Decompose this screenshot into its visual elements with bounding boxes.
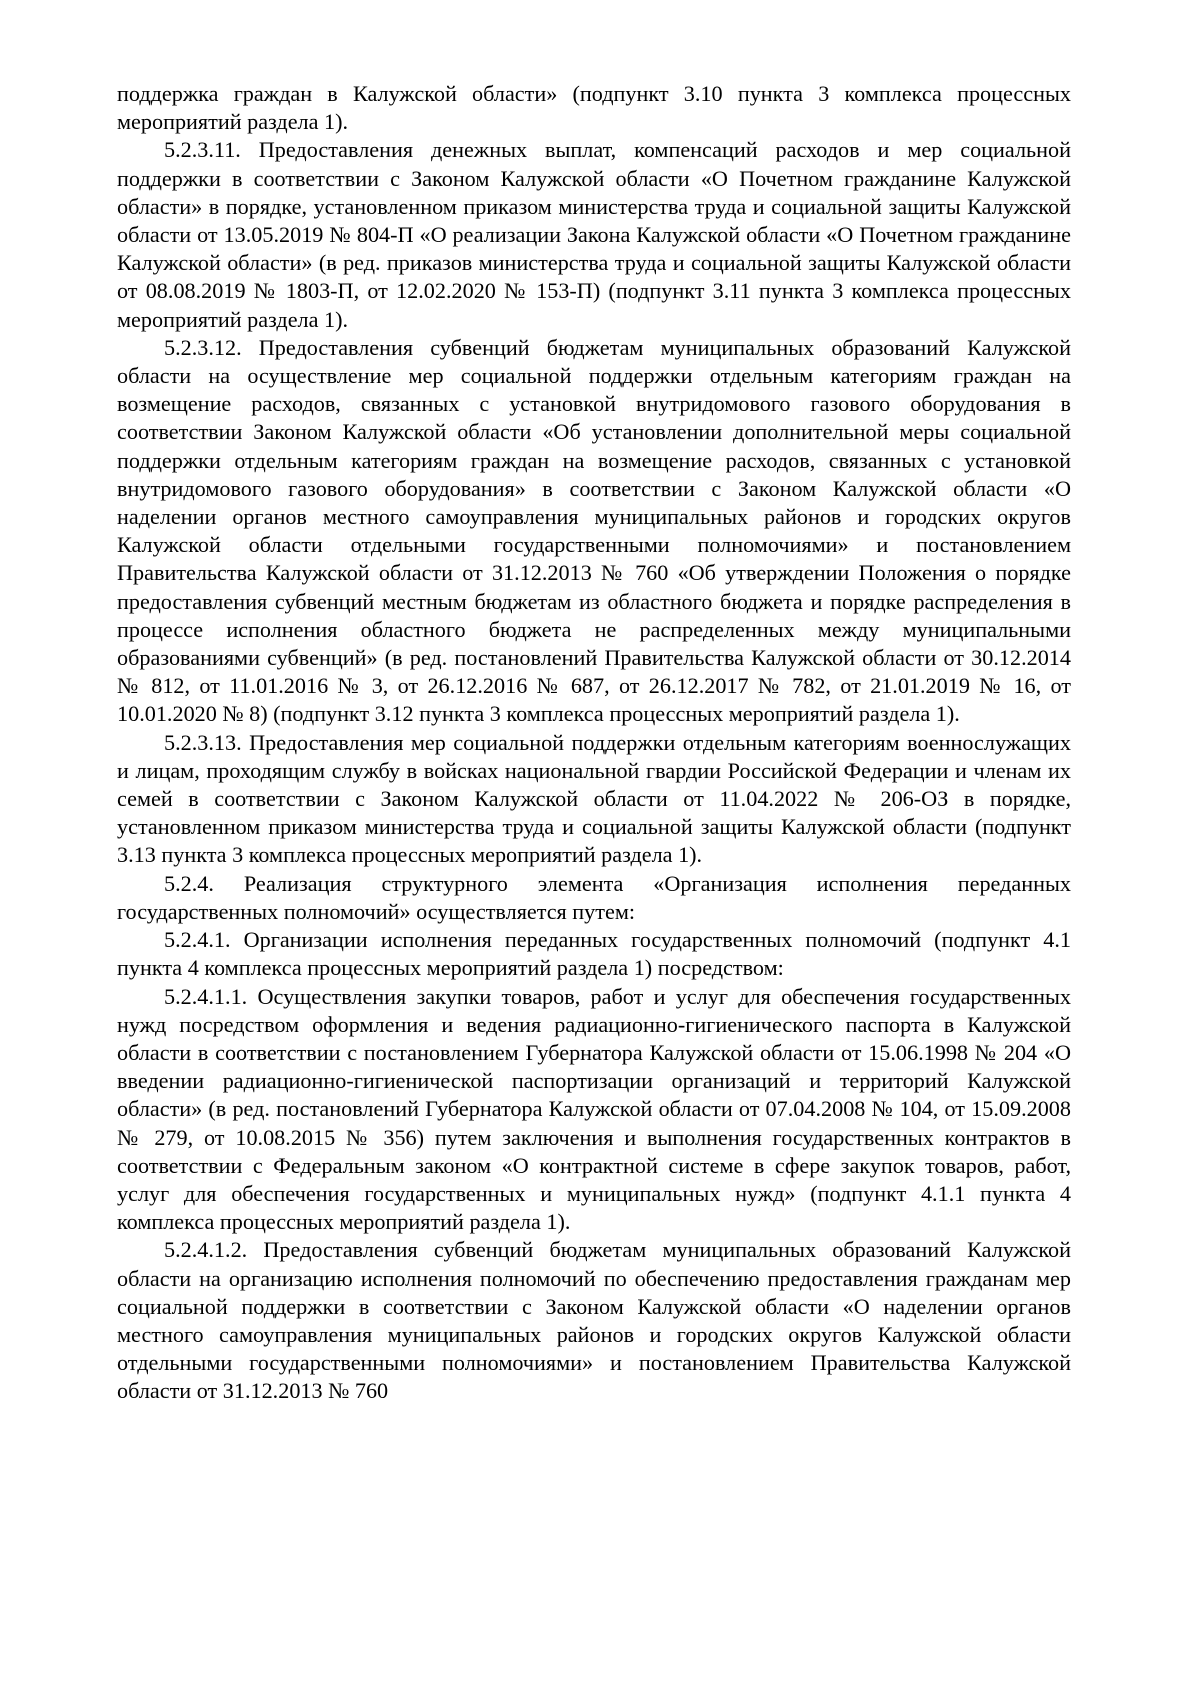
paragraph-5-2-4-1-1: 5.2.4.1.1. Осуществления закупки товаров, работ и услуг для обеспечения государственных нужд посредством оформления и ведения радиационно-гигиенического паспорта в Калужской области в соответствии с постановлением Губернатора Калужской области от 15.06.1998 № 204 «О введении радиационно-гигиенической паспортизации организаций и территорий Калужской области» (в ред. постановлений Губернатора Калужской области от 07.04.2008 № 104, от 15.09.2008 № 279, от 10.08.2015 № 356) путем заключения и выполнения государственных контрактов в соответствии с Федеральным законом «О контрактной системе в сфере закупок товаров, работ, услуг для обеспечения государственных и муниципальных нужд» (подпункт 4.1.1 пункта 4 комплекса процессных мероприятий раздела 1). <box>117 983 1071 1235</box>
paragraph-continuation: поддержка граждан в Калужской области» (подпункт 3.10 пункта 3 комплекса процессных мероприятий раздела 1). <box>117 81 1071 135</box>
paragraph-5-2-3-12: 5.2.3.12. Предоставления субвенций бюджетам муниципальных образований Калужской области на осуществление мер социальной поддержки отдельным категориям граждан на возмещение расходов, связанных с установкой внутридомового газового оборудования в соответствии Законом Калужской области «Об установлении дополнительной меры социальной поддержки отдельным категориям граждан на возмещение расходов, связанных с установкой внутридомового газового оборудования» в соответствии с Законом Калужской области «О наделении органов местного самоуправления муниципальных районов и городских округов Калужской области отдельными государственными полномочиями» и постановлением Правительства Калужской области от 31.12.2013 № 760 «Об утверждении Положения о порядке предоставления субвенций местным бюджетам из областного бюджета и порядке распределения в процессе исполнения областного бюджета не распределенных между муниципальными образованиями субвенций» (в ред. постановлений Правительства Калужской области от 30.12.2014 № 812, от 11.01.2016 № 3, от 26.12.2016 № 687, от 26.12.2017 № 782, от 21.01.2019 № 16, от 10.01.2020 № 8) (подпункт 3.12 пункта 3 комплекса процессных мероприятий раздела 1). <box>117 334 1071 727</box>
document-body <box>117 80 1071 1406</box>
paragraph-5-2-3-13: 5.2.3.13. Предоставления мер социальной поддержки отдельным категориям военнослужащих и лицам, проходящим службу в войсках национальной гвардии Российской Федерации и членам их семей в соответствии с Законом Калужской области от 11.04.2022 № 206-ОЗ в порядке, установленном приказом министерства труда и социальной защиты Калужской области (подпункт 3.13 пункта 3 комплекса процессных мероприятий раздела 1). <box>117 729 1071 868</box>
paragraph-5-2-4-1-2: 5.2.4.1.2. Предоставления субвенций бюджетам муниципальных образований Калужской области на организацию исполнения полномочий по обеспечению предоставления гражданам мер социальной поддержки в соответствии с Законом Калужской области «О наделении органов местного самоуправления муниципальных районов и городских округов Калужской области отдельными государственными полномочиями» и постановлением Правительства Калужской области от 31.12.2013 № 760 <box>117 1237 1071 1404</box>
paragraph-5-2-4: 5.2.4. Реализация структурного элемента «Организация исполнения переданных государственных полномочий» осуществляется путем: <box>117 870 1071 924</box>
paragraph-5-2-4-1: 5.2.4.1. Организации исполнения переданных государственных полномочий (подпункт 4.1 пункта 4 комплекса процессных мероприятий раздела 1) посредством: <box>117 927 1071 981</box>
paragraph-5-2-3-11: 5.2.3.11. Предоставления денежных выплат, компенсаций расходов и мер социальной поддержки в соответствии с Законом Калужской области «О Почетном гражданине Калужской области» в порядке, установленном приказом министерства труда и социальной защиты Калужской области от 13.05.2019 № 804-П «О реализации Закона Калужской области «О Почетном гражданине Калужской области» (в ред. приказов министерства труда и социальной защиты Калужской области от 08.08.2019 № 1803-П, от 12.02.2020 № 153-П) (подпункт 3.11 пункта 3 комплекса процессных мероприятий раздела 1). <box>117 137 1071 332</box>
